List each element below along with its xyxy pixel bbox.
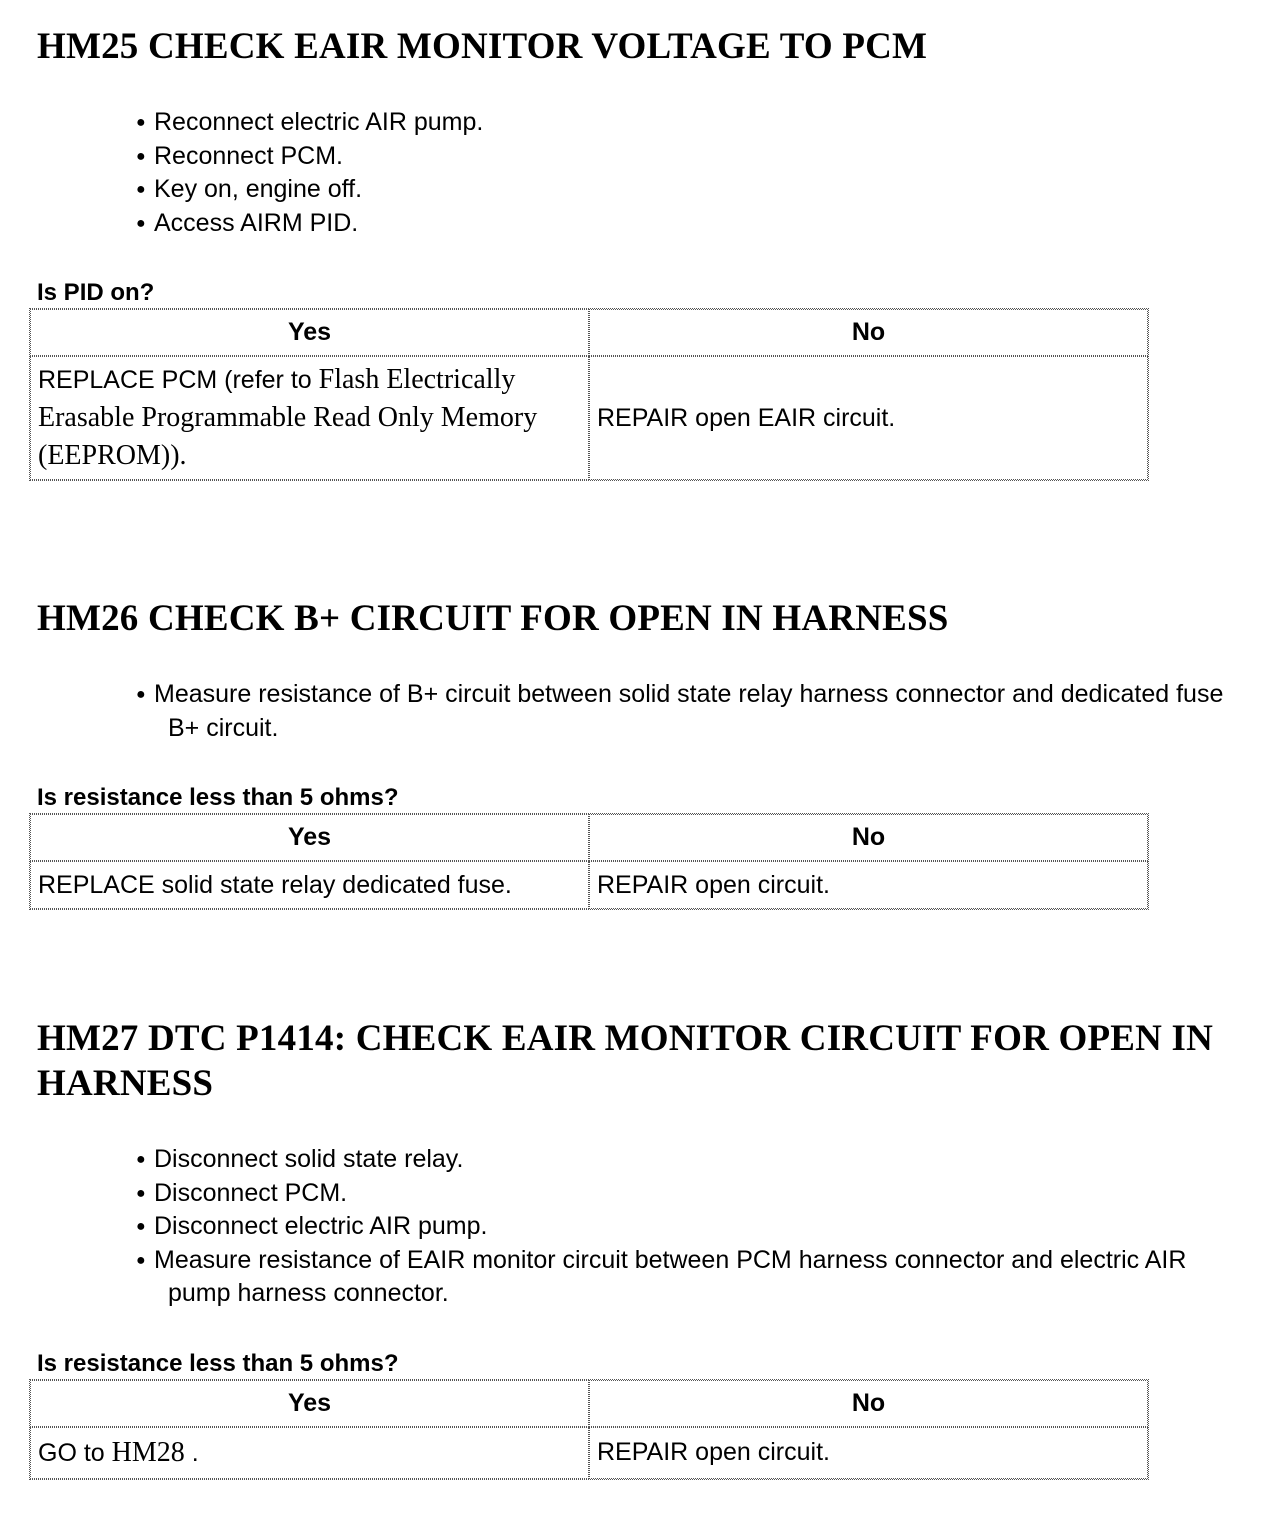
yes-cell-suffix: ). (170, 440, 187, 471)
bullet-icon: ● (136, 1151, 146, 1168)
step-text: Disconnect PCM. (154, 1178, 348, 1207)
section-hm27 (0, 1016, 1264, 1480)
step-text: Disconnect electric AIR pump. (154, 1212, 488, 1240)
no-cell: REPAIR open circuit. (589, 1427, 1148, 1479)
no-cell: REPAIR open EAIR circuit. (589, 356, 1148, 480)
bullet-icon: ● (136, 214, 146, 232)
yes-cell (30, 1427, 589, 1479)
yes-cell (30, 356, 589, 480)
no-header: No (589, 1380, 1148, 1427)
yes-header: Yes (30, 309, 589, 356)
step-item (118, 1177, 1238, 1211)
no-cell: REPAIR open circuit. (589, 861, 1148, 909)
bullet-icon: ● (136, 181, 146, 198)
step-text: Key on, engine off. (154, 175, 363, 203)
no-header: No (589, 309, 1148, 356)
eeprom-link[interactable]: Flash Electrically Erasable Programmable Read Only Memory (EEPROM) (38, 364, 538, 471)
bullet-icon: ● (136, 114, 146, 131)
question: Is resistance less than 5 ohms? (37, 784, 399, 811)
table-row (30, 861, 1148, 909)
step-item (118, 207, 1238, 241)
bullet-icon: ● (136, 1218, 146, 1235)
section-heading: HM27 DTC P1414: CHECK EAIR MONITOR CIRCUIT FOR OPEN IN HARNESS (37, 1018, 1214, 1104)
section-hm25 (0, 24, 1264, 481)
table-row (30, 356, 1148, 480)
decision-table (29, 308, 1149, 481)
bullet-icon: ● (136, 147, 146, 165)
no-header: No (589, 814, 1148, 861)
table-header-row (30, 814, 1148, 861)
yes-cell-text: GO to (38, 1438, 112, 1467)
yes-header: Yes (30, 814, 589, 861)
section-heading: HM26 CHECK B+ CIRCUIT FOR OPEN IN HARNESS (37, 598, 949, 639)
bullet-icon: ● (136, 686, 146, 703)
step-list (118, 1143, 1238, 1311)
step-item (118, 1143, 1238, 1177)
step-item (118, 140, 1238, 174)
table-row (30, 1427, 1148, 1479)
table-header-row (30, 309, 1148, 356)
step-item (118, 1244, 1238, 1311)
question: Is PID on? (37, 279, 155, 306)
step-item (118, 1210, 1238, 1244)
step-text: Measure resistance of EAIR monitor circuit between PCM harness connector and electric AIR pump harness connector. (154, 1245, 1187, 1307)
step-text: Reconnect electric AIR pump. (154, 108, 484, 136)
step-item (118, 678, 1238, 745)
decision-table (29, 1379, 1149, 1480)
yes-cell-text: REPLACE PCM (refer to (38, 366, 319, 394)
step-item (118, 106, 1238, 140)
hm28-link[interactable]: HM28 (111, 1436, 185, 1468)
step-list (118, 678, 1238, 745)
yes-cell-suffix: . (184, 1438, 199, 1467)
section-heading: HM25 CHECK EAIR MONITOR VOLTAGE TO PCM (37, 26, 928, 67)
step-list (118, 106, 1238, 240)
step-text: Measure resistance of B+ circuit between solid state relay harness connector and dedicated fuse B+ circuit. (154, 680, 1224, 742)
step-item (118, 173, 1238, 207)
step-text: Disconnect solid state relay. (154, 1145, 464, 1173)
bullet-icon: ● (136, 1251, 146, 1269)
yes-header: Yes (30, 1380, 589, 1427)
question: Is resistance less than 5 ohms? (37, 1349, 399, 1377)
section-hm26 (0, 596, 1264, 910)
table-header-row (30, 1380, 1148, 1427)
step-text: Reconnect PCM. (154, 141, 343, 170)
step-text: Access AIRM PID. (154, 208, 359, 237)
bullet-icon: ● (136, 1184, 146, 1202)
yes-cell: REPLACE solid state relay dedicated fuse. (30, 861, 589, 909)
decision-table (29, 813, 1149, 910)
